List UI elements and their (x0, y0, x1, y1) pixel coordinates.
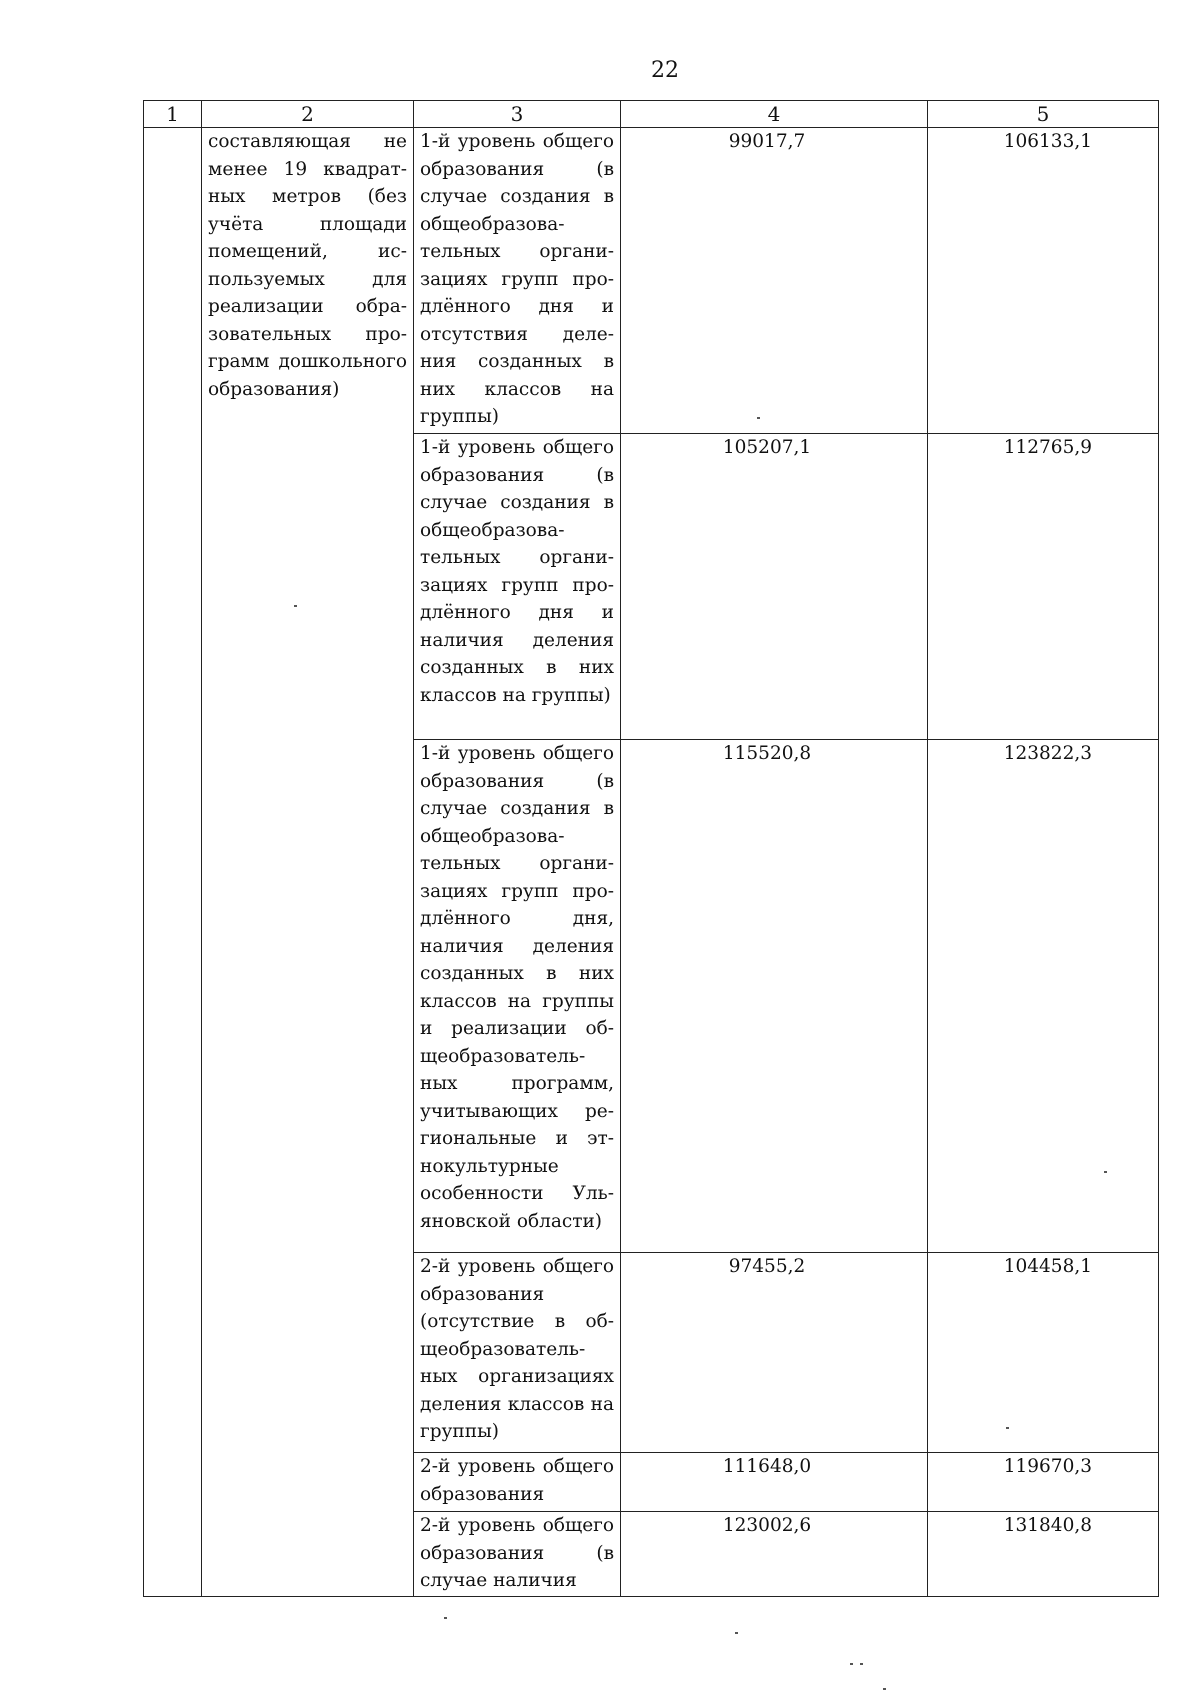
level-description: 2-й уровень общего образования (отсутствие в общеобразовательных организациях деления классов на группы) (414, 1253, 621, 1453)
value-col5: 106133,1 (928, 128, 1159, 434)
scan-speck (444, 1617, 447, 1619)
value-col4: 111648,0 (621, 1453, 928, 1512)
scan-speck (757, 417, 760, 419)
scan-speck (860, 1663, 863, 1665)
header-cell-4: 4 (621, 101, 928, 128)
scan-speck (1006, 1427, 1009, 1429)
value-col5: 112765,9 (928, 434, 1159, 740)
value-col4: 105207,1 (621, 434, 928, 740)
scan-speck (883, 1688, 886, 1690)
header-cell-1: 1 (144, 101, 202, 128)
value-col5: 123822,3 (928, 740, 1159, 1253)
header-cell-3: 3 (414, 101, 621, 128)
scan-speck (294, 605, 297, 607)
level-description: 2-й уровень общего образования (414, 1453, 621, 1512)
value-col4: 97455,2 (621, 1253, 928, 1453)
table-header-row (144, 101, 1159, 128)
header-cell-2: 2 (202, 101, 414, 128)
scan-speck (850, 1663, 853, 1665)
value-col4: 115520,8 (621, 740, 928, 1253)
table-row (144, 128, 1159, 434)
value-col5: 131840,8 (928, 1512, 1159, 1597)
column-1-cell (144, 128, 202, 1597)
value-col4: 99017,7 (621, 128, 928, 434)
tariff-table (143, 100, 1159, 1597)
level-description: 1-й уровень общего образования (в случае создания в общеобразовательных организациях групп продлённого дня, наличия деления созданных в них классов на группы и реализации общеобразовательных программ, учитывающих региональные и этнокультурные особенности Ульяновской области) (414, 740, 621, 1253)
header-cell-5: 5 (928, 101, 1159, 128)
scan-speck (1104, 1171, 1107, 1173)
area-description-cell: составляющая не менее 19 квадратных метров (без учёта площади помещений, используемых для реализации образовательных программ дошкольного образования) (202, 128, 414, 1597)
value-col4: 123002,6 (621, 1512, 928, 1597)
level-description: 1-й уровень общего образования (в случае создания в общеобразовательных организациях групп продлённого дня и наличия деления созданных в них классов на группы) (414, 434, 621, 740)
page-number: 22 (651, 58, 679, 83)
level-description: 2-й уровень общего образования (в случае наличия (414, 1512, 621, 1597)
value-col5: 104458,1 (928, 1253, 1159, 1453)
value-col5: 119670,3 (928, 1453, 1159, 1512)
level-description: 1-й уровень общего образования (в случае создания в общеобразовательных организациях групп продлённого дня и отсутствия деления созданных в них классов на группы) (414, 128, 621, 434)
scan-speck (735, 1632, 738, 1634)
